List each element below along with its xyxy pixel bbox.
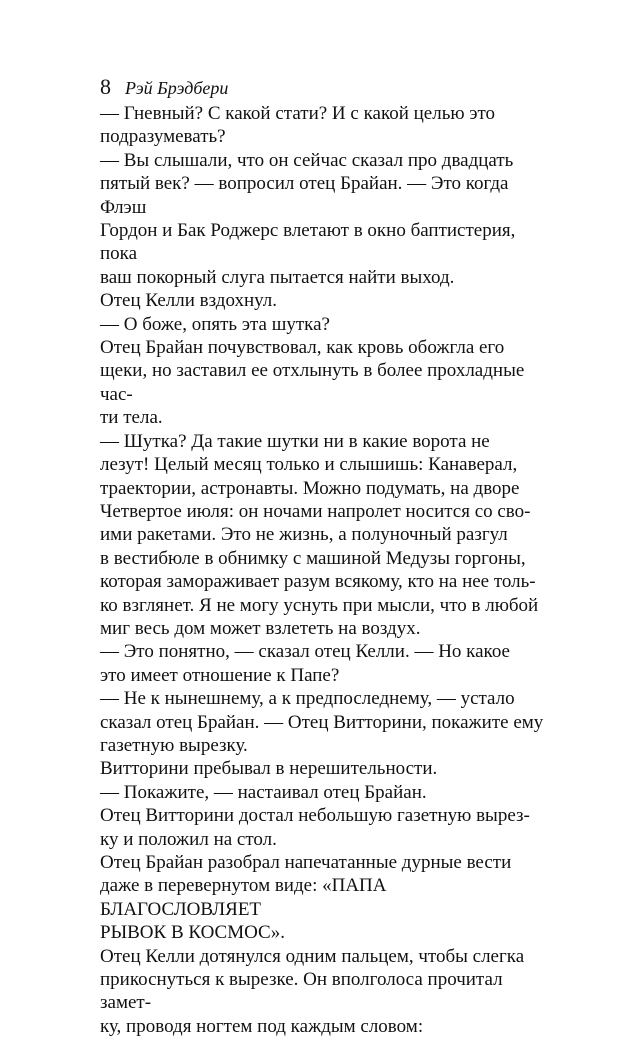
paragraph: Отец Витторини достал небольшую газетную вырез- ку и положил на стол. xyxy=(100,805,530,850)
page-number: 8 xyxy=(100,74,111,99)
paragraph: — О боже, опять эта шутка? xyxy=(100,313,330,335)
running-title: Рэй Брэдбери xyxy=(125,78,229,98)
paragraph: — Это понятно, — сказал отец Келли. — Но какое это имеет отношение к Папе? xyxy=(100,641,510,686)
paragraph: — Шутка? Да такие шутки ни в какие ворота не лезут! Целый месяц только и слышишь: Канаверал, траектории, астронавты. Можно подумать, на дворе Четвертое июля: он ночами напролет носится со сво- ими ракетами. Это не жизнь, а полуночный разгул в вестибюле в обнимку с машиной Медузы горгоны, которая замораживает разум всякому, кто на нее толь- ко взглянет. Я не могу уснуть при мысли, что в любой миг весь дом может взлететь на воздух. xyxy=(100,430,539,639)
body-text xyxy=(100,102,552,1038)
running-head xyxy=(100,74,228,100)
paragraph: — Гневный? С какой стати? И с какой целью это подразумевать? xyxy=(100,103,496,148)
paragraph: Отец Келли дотянулся одним пальцем, чтобы слегка прикоснуться к вырезке. Он вполголоса прочитал замет- ку, проводя ногтем под каждым словом: xyxy=(100,945,525,1037)
paragraph: — Покажите, — настаивал отец Брайан. xyxy=(100,781,427,803)
paragraph: Отец Келли вздохнул. xyxy=(100,290,278,312)
paragraph: — Вы слышали, что он сейчас сказал про двадцать пятый век? — вопросил отец Брайан. — Это когда Флэш Гордон и Бак Роджерс влетают в окно баптистерия, пока ваш покорный слуга пытается найти выход. xyxy=(100,149,516,288)
paragraph: Отец Брайан разобрал напечатанные дурные вести даже в перевернутом виде: «ПАПА БЛАГОСЛОВЛЯЕТ РЫВОК В КОСМОС». xyxy=(100,852,512,944)
paragraph: Отец Брайан почувствовал, как кровь обожгла его щеки, но заставил ее отхлынуть в более прохладные час- ти тела. xyxy=(100,337,525,429)
paragraph: Витторини пребывал в нерешительности. xyxy=(100,758,438,780)
paragraph: — Не к нынешнему, а к предпоследнему, — устало сказал отец Брайан. — Отец Витторини, покажите ему газетную вырезку. xyxy=(100,688,544,756)
